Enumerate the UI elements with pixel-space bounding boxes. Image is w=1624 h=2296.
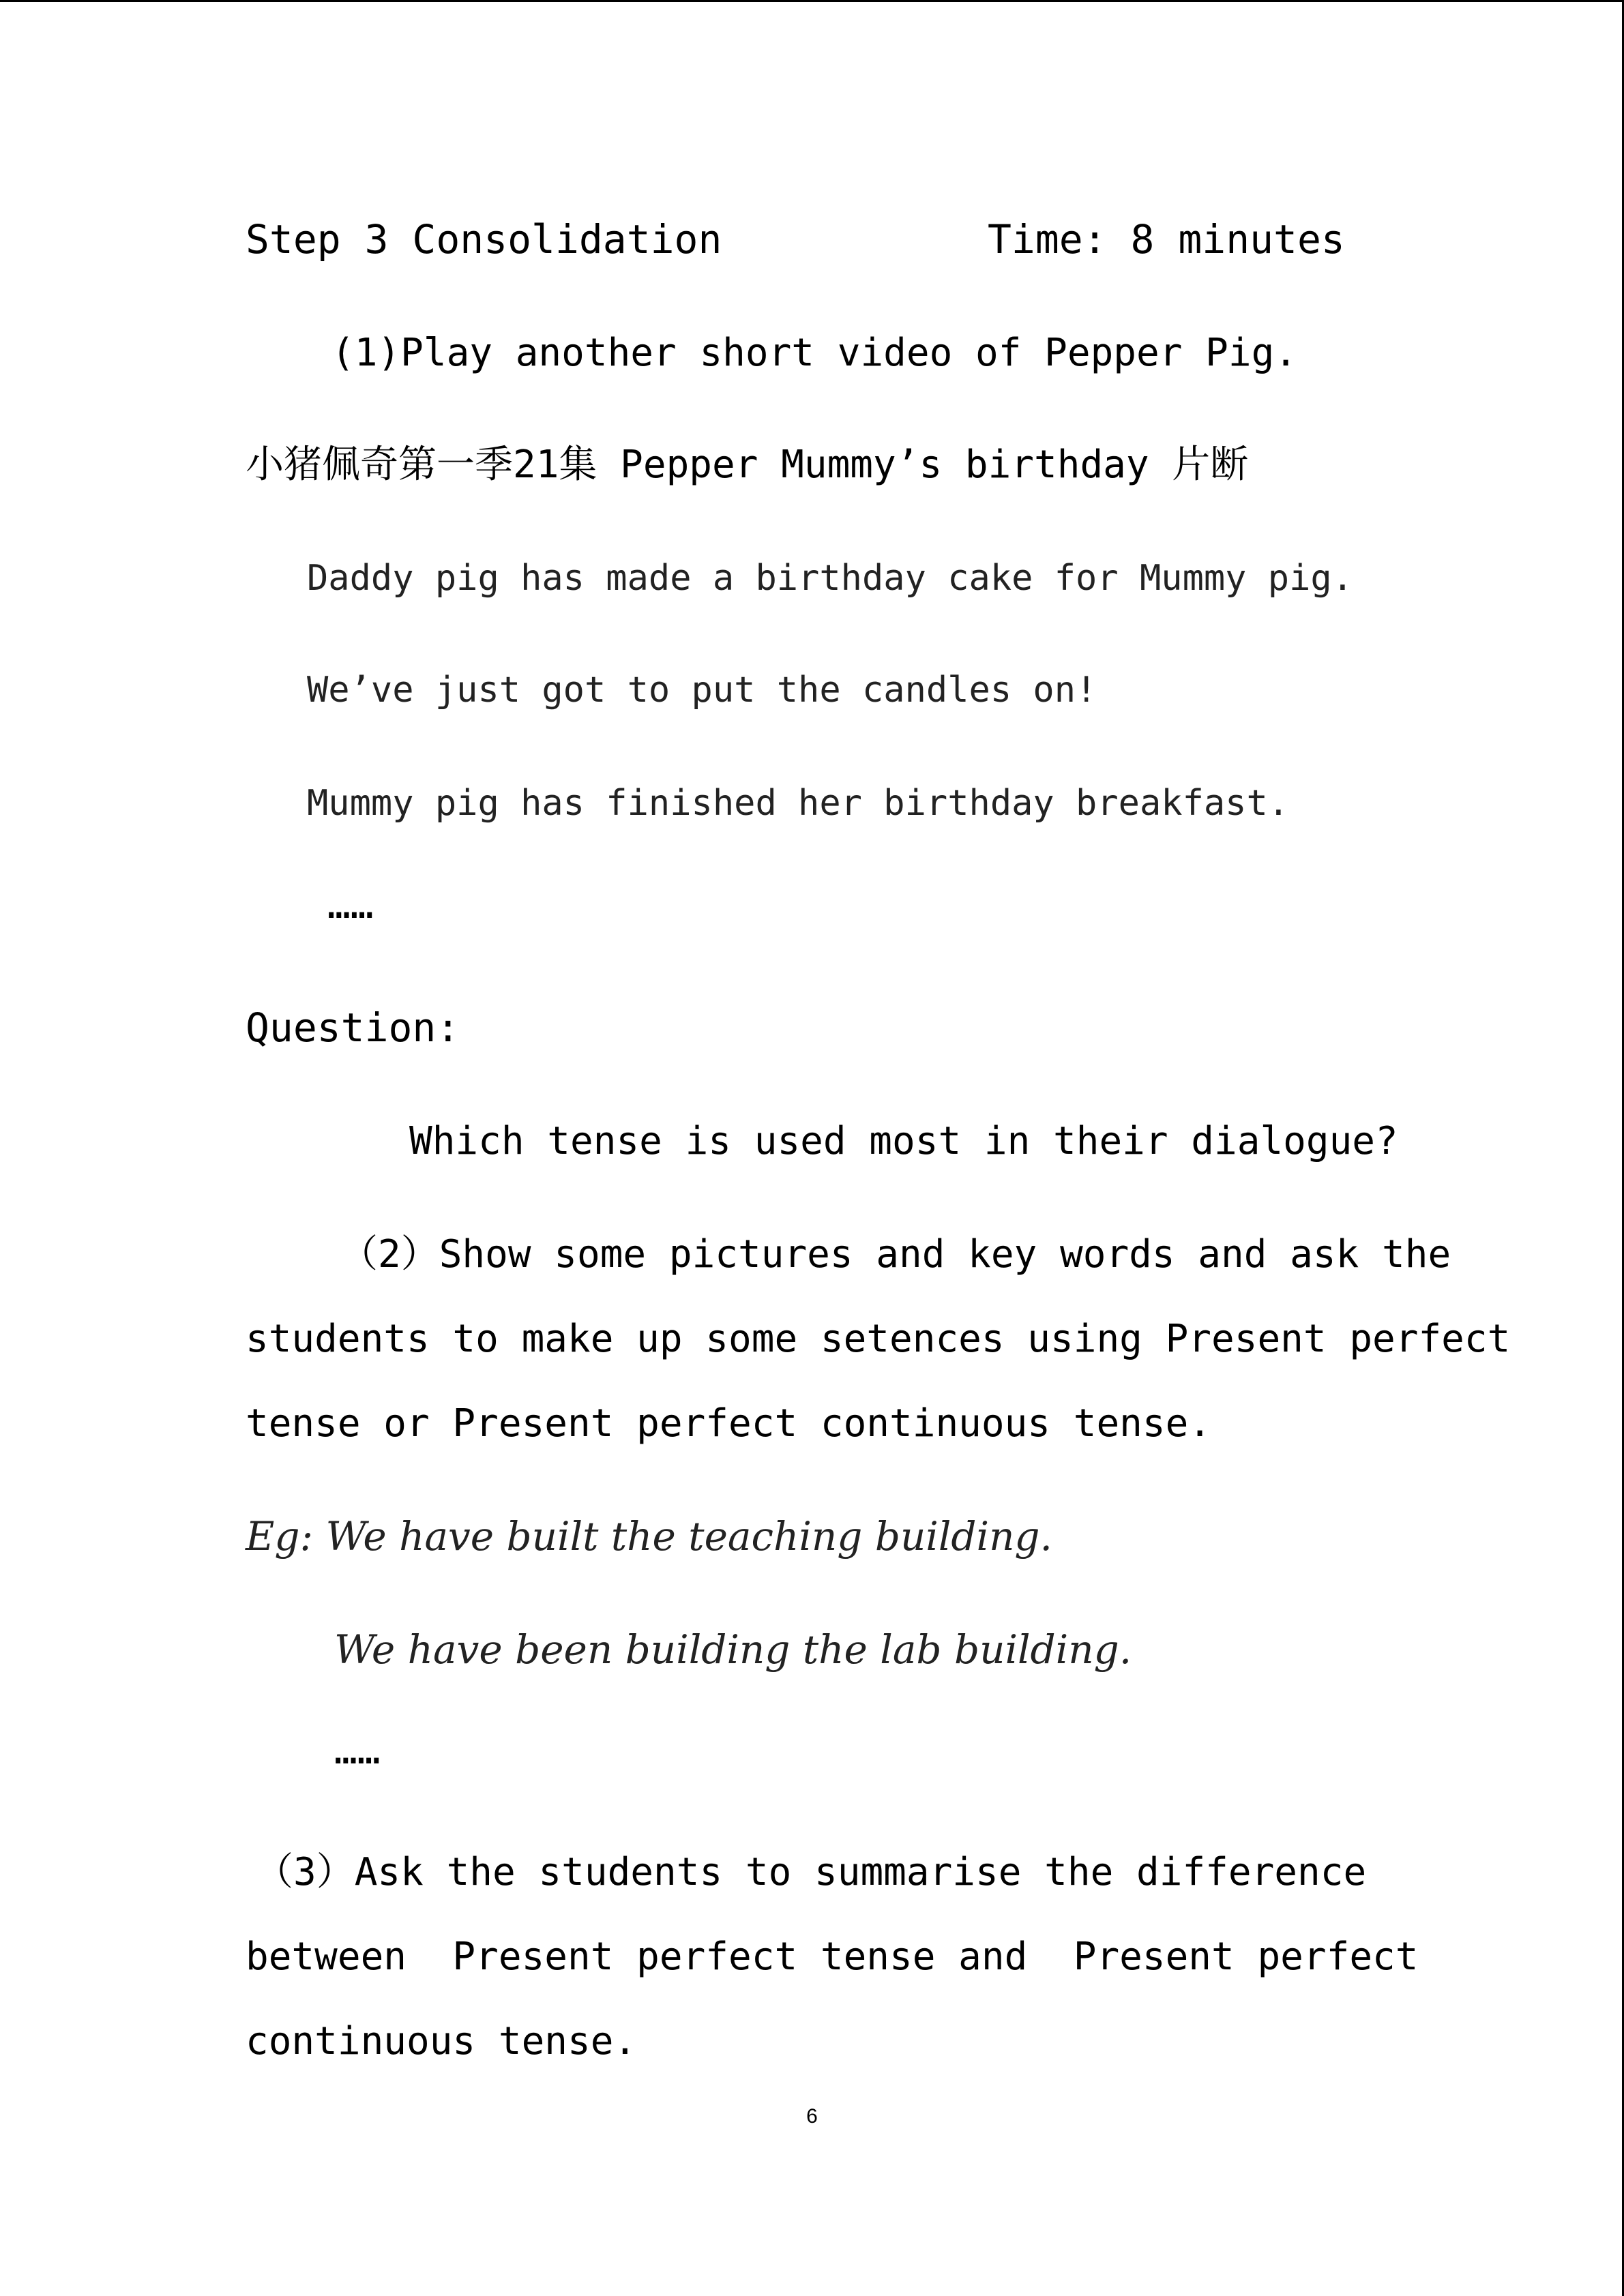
dialogue-line-2: We’ve just got to put the candles on! [307, 670, 1097, 711]
part2-line-1: （2）Show some pictures and key words and ask the [340, 1232, 1451, 1277]
question-text: Which tense is used most in their dialogue? [409, 1119, 1398, 1163]
example-ellipsis: …… [334, 1729, 381, 1773]
page-number: 6 [806, 2105, 818, 2128]
part2-line-2: students to make up some setences using Present perfect [246, 1317, 1511, 1361]
part3-line-2: between Present perfect tense and Present perfect [246, 1935, 1419, 1979]
part2-line-3: tense or Present perfect continuous tense. [246, 1401, 1212, 1446]
dialogue-ellipsis: …… [327, 883, 374, 927]
video-clip-title: 小猪佩奇第一季21集 Pepper Mummy’s birthday 片断 [246, 443, 1249, 487]
dialogue-line-1: Daddy pig has made a birthday cake for Mummy pig. [307, 558, 1354, 599]
part3-line-1: （3）Ask the students to summarise the difference [255, 1850, 1367, 1894]
step-time: Time: 8 minutes [988, 216, 1345, 263]
part3-line-3: continuous tense. [246, 2019, 637, 2063]
part1-instruction: (1)Play another short video of Pepper Pig. [331, 331, 1298, 375]
dialogue-line-3: Mummy pig has finished her birthday breakfast. [307, 783, 1290, 824]
example-sentence-2: We have been building the lab building. [334, 1626, 1132, 1673]
step-title: Step 3 Consolidation [246, 216, 722, 263]
example-sentence-1: Eg: We have built the teaching building. [246, 1513, 1052, 1560]
question-label: Question: [246, 1004, 460, 1051]
